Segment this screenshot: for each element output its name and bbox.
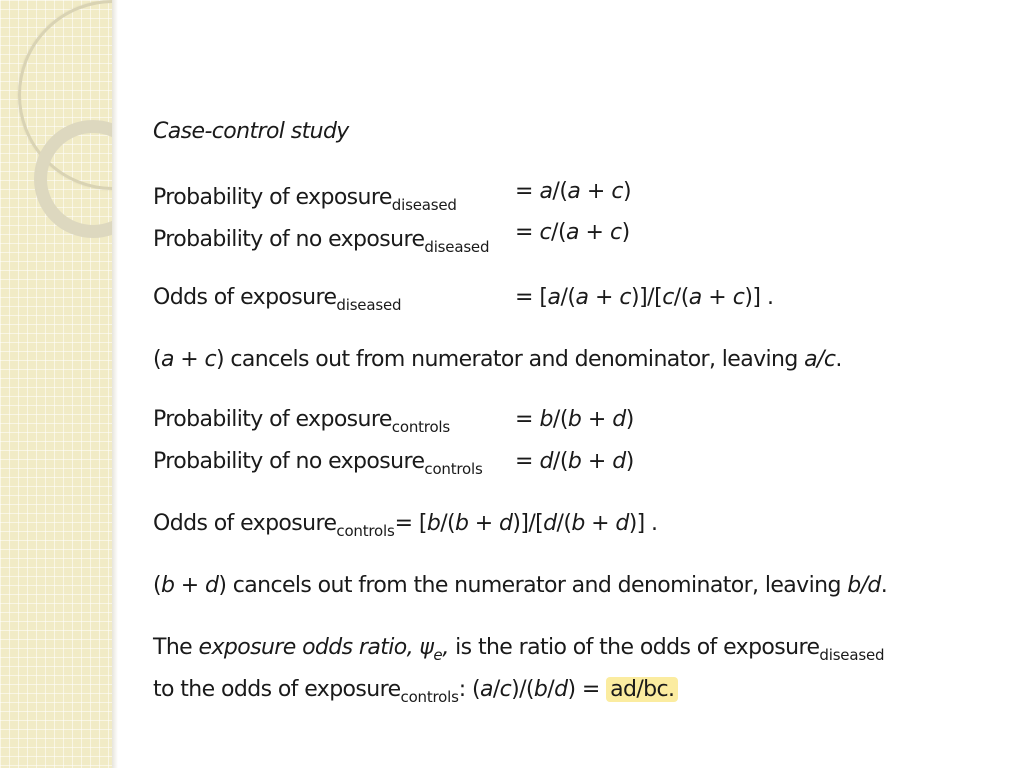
prob-no-exposure-controls-formula: = d/(b + d) xyxy=(515,449,634,474)
prob-no-exposure-diseased-formula: = c/(a + c) xyxy=(515,220,630,245)
prob-no-exposure-controls-label: Probability of no exposure$_{controls}$ xyxy=(153,449,483,478)
slide-title: Case-control study xyxy=(153,119,349,144)
prob-no-exposure-diseased-label: Probability of no exposure$_{diseased}$ xyxy=(153,227,490,256)
odds-ratio-line-1: The exposure odds ratio, $\psi_e$, is the ratio of the odds of exposure$_{diseased}$ xyxy=(153,635,885,664)
odds-exposure-controls-line: Odds of exposure$_{controls}$= [b/(b + d)]/[d/(b + d)] . xyxy=(153,511,658,540)
odds-ratio-highlight: ad/bc. xyxy=(606,677,678,702)
prob-exposure-controls-formula: = b/(b + d) xyxy=(515,407,634,432)
cancel-controls-text: (b + d) cancels out from the numerator and denominator, leaving b/d. xyxy=(153,573,888,598)
cancel-diseased-text: (a + c) cancels out from numerator and denominator, leaving a/c. xyxy=(153,347,842,372)
odds-exposure-diseased-formula: = [a/(a + c)]/[c/(a + c)] . xyxy=(515,285,774,310)
odds-exposure-diseased-label: Odds of exposure$_{diseased}$ xyxy=(153,285,402,314)
prob-exposure-diseased-formula: = a/(a + c) xyxy=(515,179,632,204)
odds-ratio-line-2: to the odds of exposure$_{controls}$: (a/c)/(b/d) = ad/bc. xyxy=(153,676,678,711)
prob-exposure-controls-label: Probability of exposure$_{controls}$ xyxy=(153,407,451,436)
prob-exposure-diseased-label: Probability of exposure$_{diseased}$ xyxy=(153,185,457,214)
